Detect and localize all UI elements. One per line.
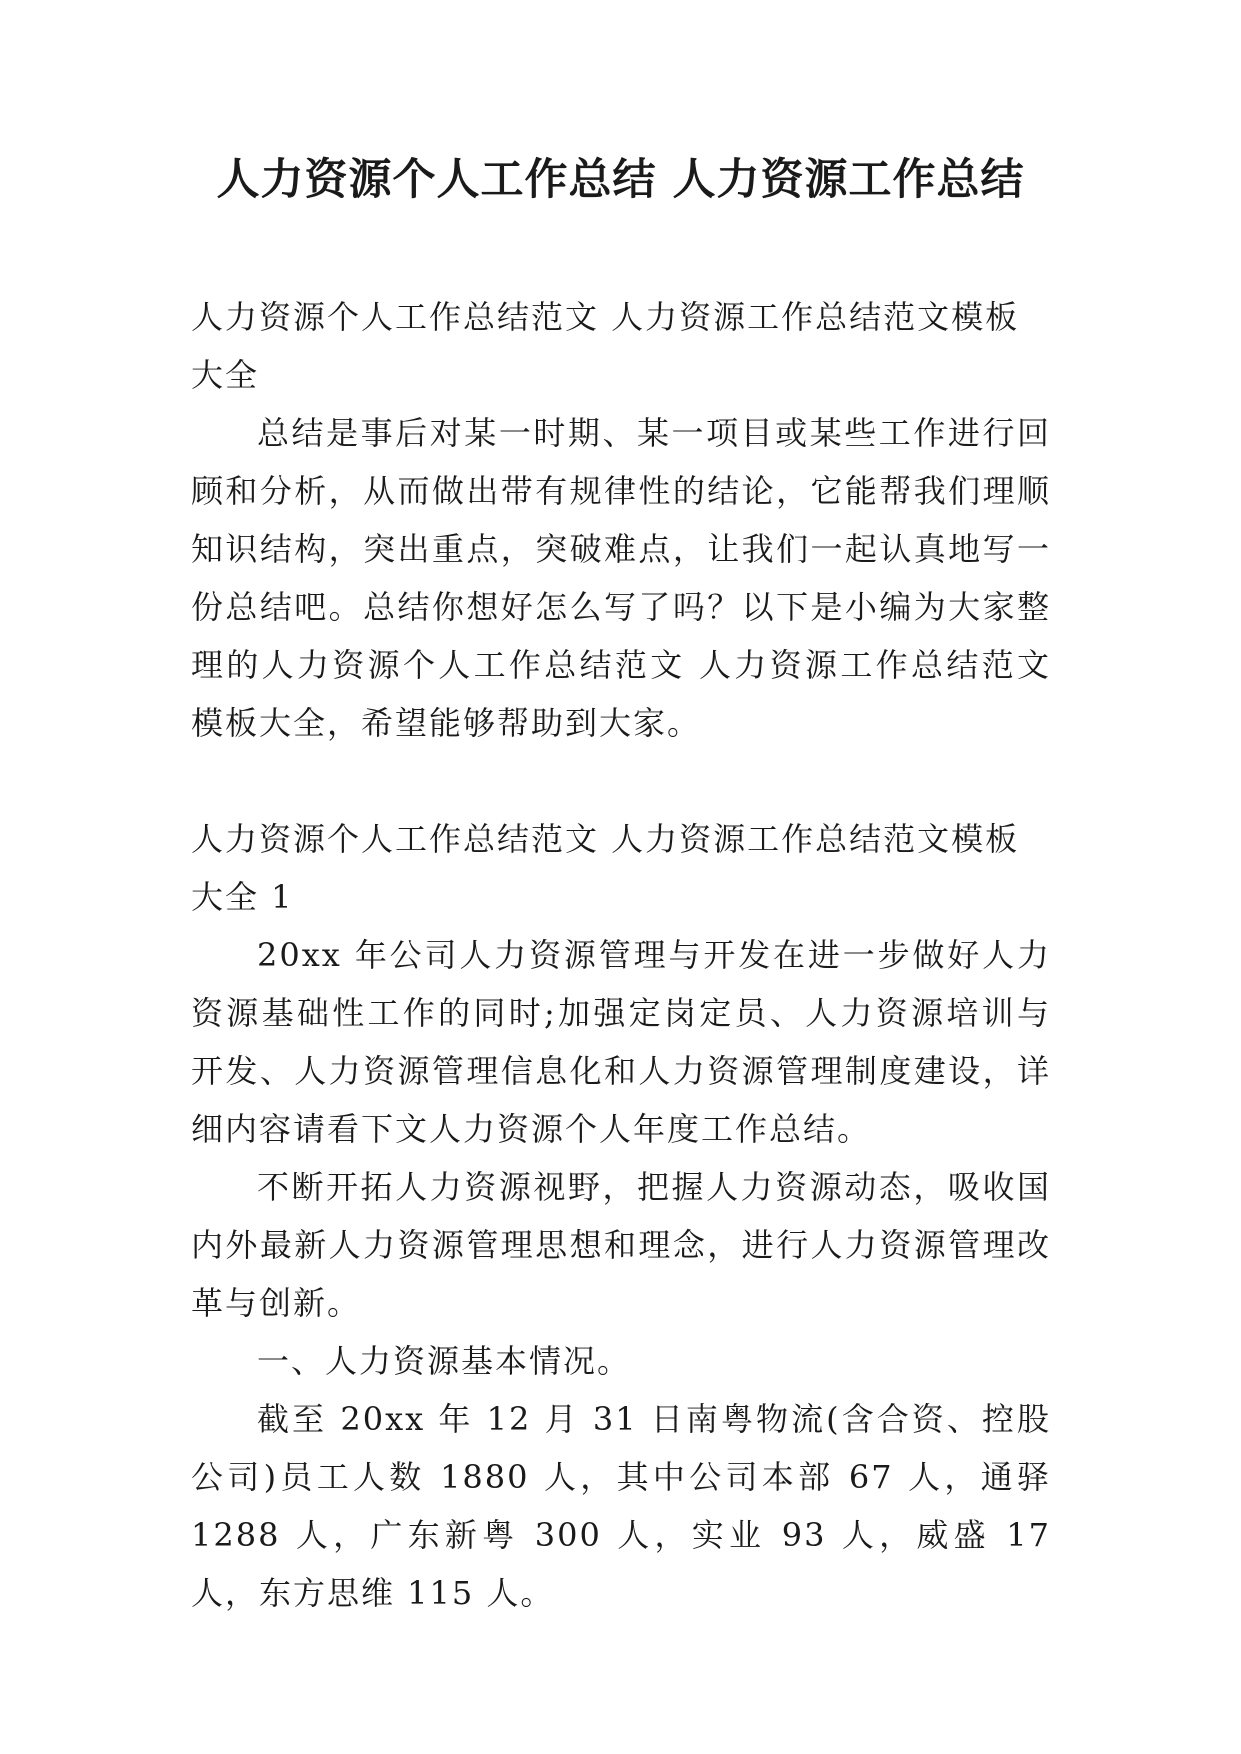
paragraph-spacer bbox=[191, 752, 1051, 810]
body-paragraph: 20xx 年公司人力资源管理与开发在进一步做好人力资源基础性工作的同时;加强定岗定员、人力资源培训与开发、人力资源管理信息化和人力资源管理制度建设，详细内容请看下文人力资源个人年度工作总结。 bbox=[191, 936, 1051, 1148]
subsection-heading: 一、人力资源基本情况。 bbox=[257, 1342, 632, 1380]
section-heading: 人力资源个人工作总结范文 人力资源工作总结范文模板大全 bbox=[191, 298, 1020, 394]
section-heading-1: 人力资源个人工作总结范文 人力资源工作总结范文模板大全 1 bbox=[191, 820, 1020, 916]
body-paragraph: 截至 20xx 年 12 月 31 日南粤物流(含合资、控股公司)员工人数 1880 人，其中公司本部 67 人，通驿 1288 人，广东新粤 300 人，实业 93 人，威盛 17 人，东方思维 115 人。 bbox=[191, 1400, 1051, 1612]
intro-paragraph: 总结是事后对某一时期、某一项目或某些工作进行回顾和分析，从而做出带有规律性的结论，它能帮我们理顺知识结构，突出重点，突破难点，让我们一起认真地写一份总结吧。总结你想好怎么写了吗？以下是小编为大家整理的人力资源个人工作总结范文 人力资源工作总结范文模板大全，希望能够帮助到大家。 bbox=[191, 414, 1051, 742]
document-body bbox=[191, 288, 1051, 1622]
body-paragraph: 不断开拓人力资源视野，把握人力资源动态，吸收国内外最新人力资源管理思想和理念，进行人力资源管理改革与创新。 bbox=[191, 1168, 1051, 1322]
document-title: 人力资源个人工作总结 人力资源工作总结 bbox=[216, 155, 1025, 205]
